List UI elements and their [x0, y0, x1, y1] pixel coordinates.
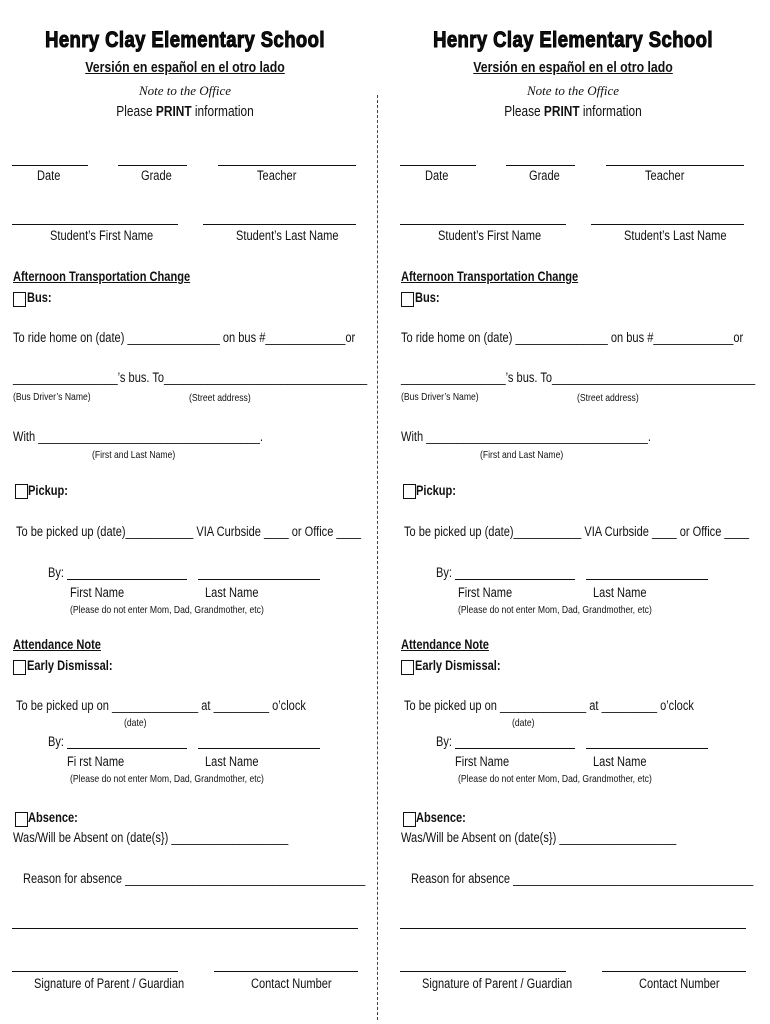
- last-name-line[interactable]: [203, 224, 356, 225]
- pickup-last-name-label: Last Name: [593, 585, 647, 600]
- bus-label: Bus:: [27, 290, 52, 305]
- date-label: Date: [37, 168, 61, 183]
- early-last-name-label: Last Name: [205, 754, 259, 769]
- date-caption: (date): [124, 717, 147, 729]
- spanish-version-note: Versión en español en el otro lado: [85, 59, 285, 76]
- street-caption: (Street address): [189, 392, 251, 404]
- picked-up-line[interactable]: To be picked up (date)___________ VIA Curbside ____ or Office ____: [404, 524, 750, 539]
- early-first-name-label: Fi rst Name: [67, 754, 125, 769]
- signature-line[interactable]: [400, 971, 566, 972]
- grade-label: Grade: [529, 168, 560, 183]
- attendance-heading: Attendance Note: [13, 637, 101, 652]
- with-line[interactable]: With ____________________________________.: [13, 429, 263, 444]
- contact-line[interactable]: [602, 971, 746, 972]
- early-last-name-line[interactable]: [198, 748, 320, 749]
- absence-label: Absence:: [416, 810, 466, 825]
- early-no-mom-caption: (Please do not enter Mom, Dad, Grandmother, etc): [458, 773, 652, 785]
- date-line[interactable]: [12, 165, 88, 166]
- early-by-label: By:: [436, 734, 453, 749]
- early-last-name-label: Last Name: [593, 754, 647, 769]
- pickup-checkbox[interactable]: [15, 484, 28, 499]
- school-name: Henry Clay Elementary School: [433, 27, 713, 52]
- contact-number-label: Contact Number: [639, 976, 720, 991]
- pickup-no-mom-caption: (Please do not enter Mom, Dad, Grandmother, etc): [70, 604, 264, 616]
- print-instruction: Please PRINT information: [504, 104, 642, 120]
- teacher-label: Teacher: [257, 168, 297, 183]
- reason-line[interactable]: Reason for absence _______________________________________: [411, 871, 754, 886]
- teacher-line[interactable]: [606, 165, 744, 166]
- absent-date-line[interactable]: Was/Will be Absent on (date(s}) ___________________: [401, 830, 677, 845]
- early-first-name-line[interactable]: [67, 748, 187, 749]
- student-first-name-label: Student’s First Name: [50, 228, 154, 243]
- signature-line[interactable]: [12, 971, 178, 972]
- pickup-label: Pickup:: [28, 483, 68, 498]
- pickup-last-name-line[interactable]: [586, 579, 708, 580]
- date-label: Date: [425, 168, 449, 183]
- form-english-right: [396, 0, 766, 1024]
- student-first-name-label: Student’s First Name: [438, 228, 542, 243]
- picked-up-on-line[interactable]: To be picked up on ______________ at _________ o’clock: [404, 698, 694, 713]
- pickup-first-name-label: First Name: [70, 585, 125, 600]
- absence-checkbox[interactable]: [15, 812, 28, 827]
- early-dismissal-checkbox[interactable]: [13, 660, 26, 675]
- early-no-mom-caption: (Please do not enter Mom, Dad, Grandmother, etc): [70, 773, 264, 785]
- ride-home-line[interactable]: To ride home on (date) _______________ on bus #_____________or: [13, 330, 356, 345]
- early-first-name-label: First Name: [455, 754, 510, 769]
- student-last-name-label: Student’s Last Name: [236, 228, 339, 243]
- first-name-line[interactable]: [400, 224, 566, 225]
- early-by-label: By:: [48, 734, 65, 749]
- bus-to-line[interactable]: _________________’s bus. To_________________________________: [401, 370, 756, 385]
- absent-date-line[interactable]: Was/Will be Absent on (date(s}) ___________________: [13, 830, 289, 845]
- pickup-no-mom-caption: (Please do not enter Mom, Dad, Grandmother, etc): [458, 604, 652, 616]
- pickup-checkbox[interactable]: [403, 484, 416, 499]
- transport-heading: Afternoon Transportation Change: [13, 269, 191, 284]
- grade-line[interactable]: [506, 165, 575, 166]
- pickup-by-label: By:: [436, 565, 453, 580]
- reason-line[interactable]: Reason for absence _______________________________________: [23, 871, 366, 886]
- spanish-version-note: Versión en español en el otro lado: [473, 59, 673, 76]
- pickup-first-name-line[interactable]: [455, 579, 575, 580]
- reason-extra-line[interactable]: [12, 928, 358, 929]
- with-line[interactable]: With ____________________________________.: [401, 429, 651, 444]
- signature-label: Signature of Parent / Guardian: [34, 976, 185, 991]
- pickup-last-name-line[interactable]: [198, 579, 320, 580]
- bus-label: Bus:: [415, 290, 440, 305]
- teacher-label: Teacher: [645, 168, 685, 183]
- early-last-name-line[interactable]: [586, 748, 708, 749]
- pickup-label: Pickup:: [416, 483, 456, 498]
- first-last-caption: (First and Last Name): [92, 449, 176, 461]
- street-caption: (Street address): [577, 392, 639, 404]
- pickup-first-name-label: First Name: [458, 585, 513, 600]
- teacher-line[interactable]: [218, 165, 356, 166]
- form-english-left: [8, 0, 378, 1024]
- note-to-office: Note to the Office: [526, 83, 620, 98]
- last-name-line[interactable]: [591, 224, 744, 225]
- absence-checkbox[interactable]: [403, 812, 416, 827]
- student-last-name-label: Student’s Last Name: [624, 228, 727, 243]
- ride-home-line[interactable]: To ride home on (date) _______________ on bus #_____________or: [401, 330, 744, 345]
- driver-caption: (Bus Driver’s Name): [13, 391, 91, 403]
- early-dismissal-checkbox[interactable]: [401, 660, 414, 675]
- bus-checkbox[interactable]: [401, 292, 414, 307]
- transport-heading: Afternoon Transportation Change: [401, 269, 579, 284]
- grade-line[interactable]: [118, 165, 187, 166]
- first-last-caption: (First and Last Name): [480, 449, 564, 461]
- absence-label: Absence:: [28, 810, 78, 825]
- grade-label: Grade: [141, 168, 172, 183]
- driver-caption: (Bus Driver’s Name): [401, 391, 479, 403]
- note-to-office: Note to the Office: [138, 83, 232, 98]
- signature-label: Signature of Parent / Guardian: [422, 976, 573, 991]
- first-name-line[interactable]: [12, 224, 178, 225]
- print-instruction: Please PRINT information: [116, 104, 254, 120]
- date-caption: (date): [512, 717, 535, 729]
- early-first-name-line[interactable]: [455, 748, 575, 749]
- date-line[interactable]: [400, 165, 476, 166]
- contact-number-label: Contact Number: [251, 976, 332, 991]
- contact-line[interactable]: [214, 971, 358, 972]
- reason-extra-line[interactable]: [400, 928, 746, 929]
- early-dismissal-label: Early Dismissal:: [415, 658, 501, 673]
- pickup-by-label: By:: [48, 565, 65, 580]
- picked-up-on-line[interactable]: To be picked up on ______________ at _________ o’clock: [16, 698, 306, 713]
- pickup-last-name-label: Last Name: [205, 585, 259, 600]
- early-dismissal-label: Early Dismissal:: [27, 658, 113, 673]
- school-name: Henry Clay Elementary School: [45, 27, 325, 52]
- attendance-heading: Attendance Note: [401, 637, 489, 652]
- bus-checkbox[interactable]: [13, 292, 26, 307]
- bus-to-line[interactable]: _________________’s bus. To_________________________________: [13, 370, 368, 385]
- picked-up-line[interactable]: To be picked up (date)___________ VIA Curbside ____ or Office ____: [16, 524, 362, 539]
- pickup-first-name-line[interactable]: [67, 579, 187, 580]
